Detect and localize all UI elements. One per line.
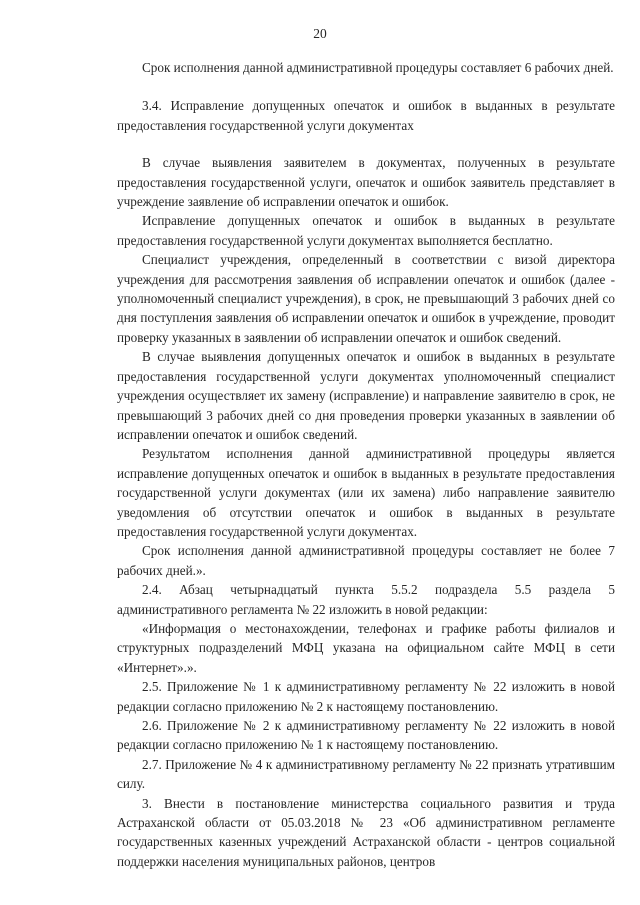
paragraph-3: 3. Внести в постановление министерства социального развития и труда Астраханской области от 05.03.2018 № 23 «Об административном регламенте государственных казенных учреждений Астраханской области - центров социальной поддержки населения муниципальных районов, центров: [117, 795, 615, 869]
paragraph-replacement: В случае выявления допущенных опечаток и ошибок в выданных в результате предоставления государственной услуги документах уполномоченный специалист учреждения осуществляет их замену (исправление) и направление заявителю в срок, не превышающий 3 рабочих дней со дня проведения проверки указанных в заявлении об исправлении опечаток и ошибок сведений.: [117, 349, 615, 442]
paragraph-2-6: 2.6. Приложение № 2 к административному регламенту № 22 изложить в новой редакции согласно приложению № 1 к настоящему постановлению.: [117, 718, 615, 753]
paragraph-mfc-info: «Информация о местонахождении, телефонах и графике работы филиалов и структурных подразделений МФЦ указана на официальном сайте МФЦ в сети «Интернет».».: [117, 620, 615, 675]
paragraph-2-5: 2.5. Приложение № 1 к административному регламенту № 22 изложить в новой редакции согласно приложению № 2 к настоящему постановлению.: [117, 679, 615, 714]
paragraph-free-correction: Исправление допущенных опечаток и ошибок в выданных в результате предоставления государственной услуги документах выполняется бесплатно.: [117, 213, 615, 248]
page-number: 20: [313, 26, 327, 41]
paragraph-result: Результатом исполнения данной административной процедуры является исправление допущенных опечаток и ошибок в выданных в результате предоставления государственной услуги документах (или их замена) либо направление заявителю уведомления об отсутствии опечаток и ошибок в выданных в результате предоставления государственной услуги документах.: [117, 446, 615, 539]
paragraph-term-6-days: Срок исполнения данной административной процедуры составляет 6 рабочих дней.: [142, 60, 614, 75]
section-heading-3-4: 3.4. Исправление допущенных опечаток и ошибок в выданных в результате предоставления государственной услуги документах: [117, 98, 615, 133]
paragraph-specialist-check: Специалист учреждения, определенный в соответствии с визой директора учреждения для рассмотрения заявления об исправлении опечаток и ошибок (далее - уполномоченный специалист учреждения), в срок, не превышающий 3 рабочих дней со дня поступления заявления об исправлении опечаток и ошибок в учреждение, проводит проверку указанных в заявлении об исправлении опечаток и ошибок сведений.: [117, 252, 615, 345]
paragraph-term-7-days: Срок исполнения данной административной процедуры составляет не более 7 рабочих дней.».: [117, 543, 615, 578]
paragraph-2-7: 2.7. Приложение № 4 к административному регламенту № 22 признать утратившим силу.: [117, 756, 615, 792]
paragraph-applicant-request: В случае выявления заявителем в документах, полученных в результате предоставления государственной услуги, опечаток и ошибок заявитель представляет в учреждение заявление об исправлении опечаток и ошибок.: [117, 155, 615, 210]
document-body: [117, 58, 615, 871]
paragraph-2-4: 2.4. Абзац четырнадцатый пункта 5.5.2 подраздела 5.5 раздела 5 административного регламента № 22 изложить в новой редакции:: [117, 582, 615, 617]
